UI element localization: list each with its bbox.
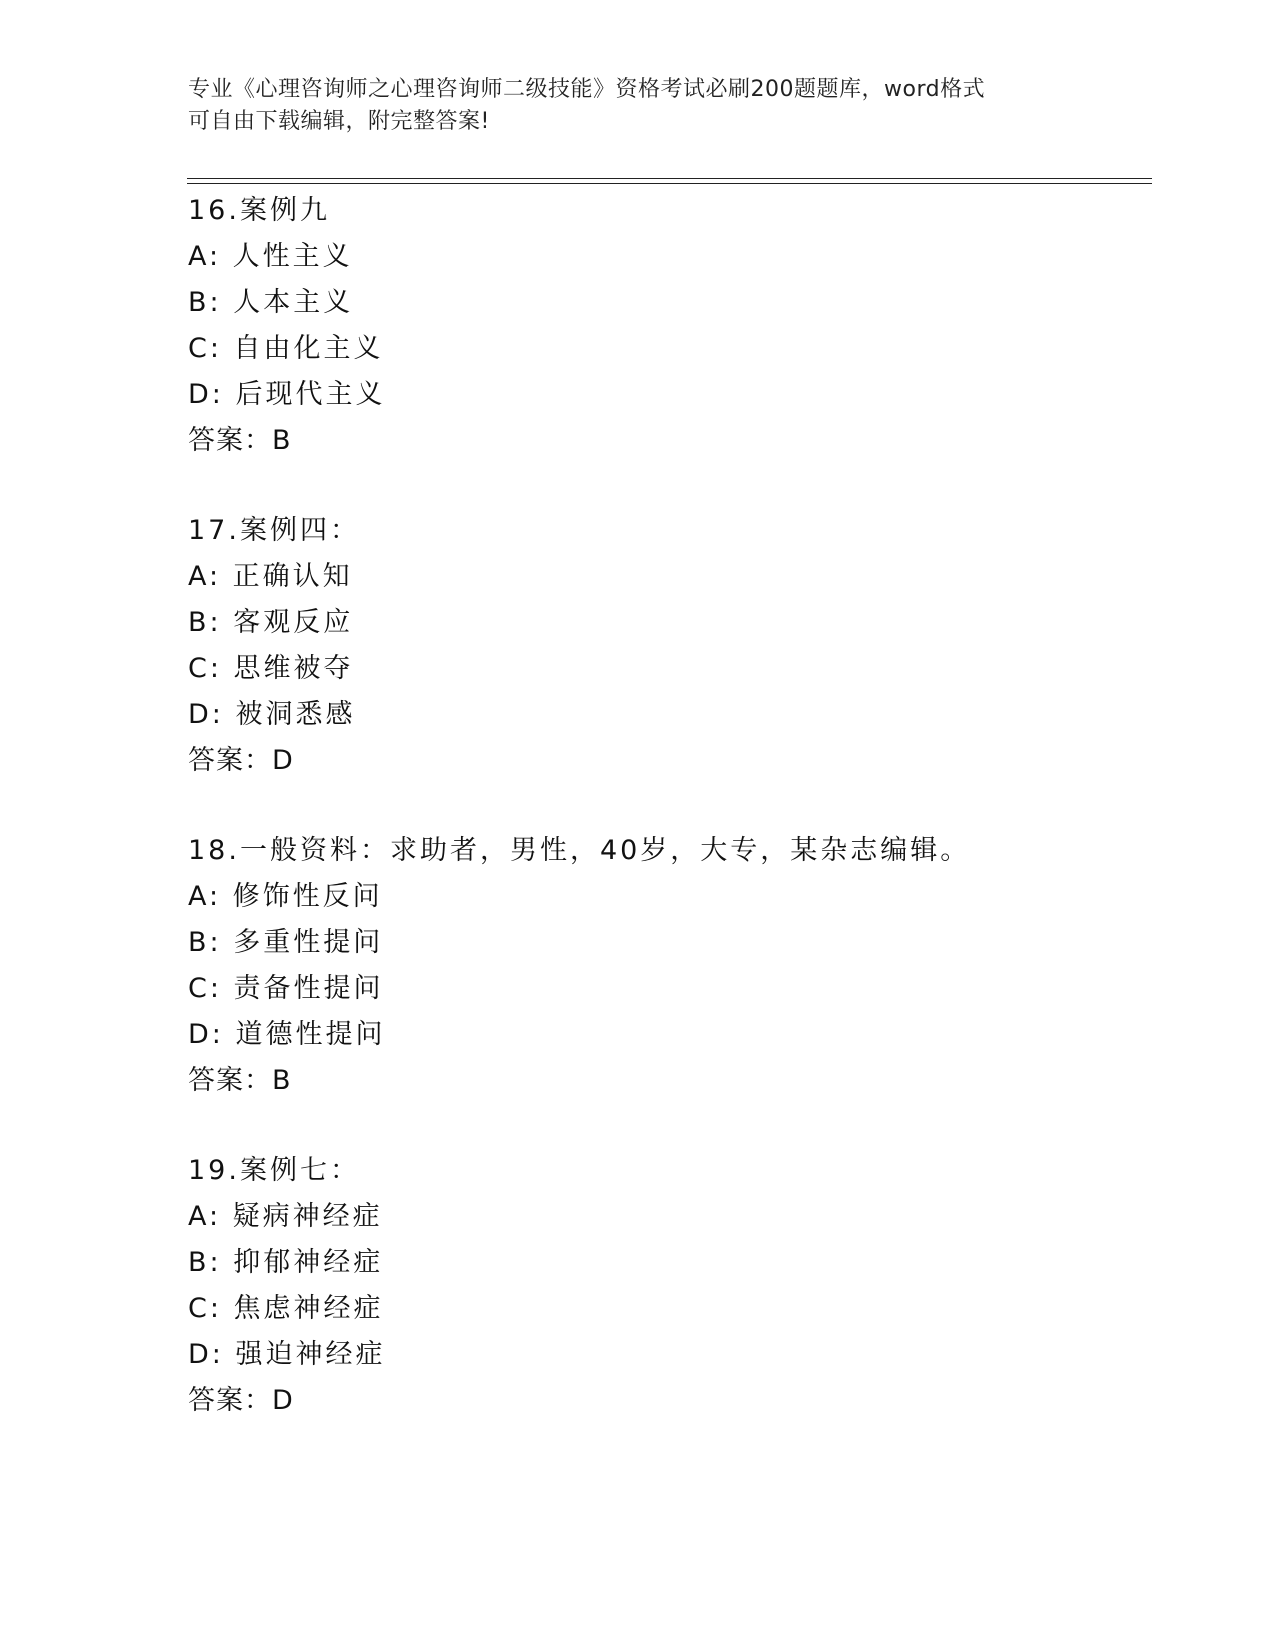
question-16 — [188, 188, 1148, 508]
question-list — [188, 188, 1148, 1468]
option-d: D: 道德性提问 — [188, 1019, 386, 1050]
document-header — [188, 74, 1088, 138]
question-stem: 18.一般资料：求助者，男性，40岁，大专，某杂志编辑。 — [188, 835, 971, 866]
option-c: C: 责备性提问 — [188, 973, 384, 1004]
option-a: A: 正确认知 — [188, 561, 353, 592]
option-a: A: 人性主义 — [188, 241, 353, 272]
question-19 — [188, 1148, 1148, 1468]
header-line-1: 专业《心理咨询师之心理咨询师二级技能》资格考试必刷200题题库，word格式 — [188, 77, 986, 102]
answer: 答案：B — [188, 425, 292, 456]
answer: 答案：D — [188, 745, 294, 776]
question-stem: 17.案例四： — [188, 515, 360, 546]
option-b: B: 人本主义 — [188, 287, 354, 318]
option-c: C: 思维被夺 — [188, 653, 354, 684]
answer: 答案：D — [188, 1385, 294, 1416]
question-17 — [188, 508, 1148, 828]
option-c: C: 焦虑神经症 — [188, 1293, 384, 1324]
question-18 — [188, 828, 1148, 1148]
option-c: C: 自由化主义 — [188, 333, 384, 364]
option-a: A: 疑病神经症 — [188, 1201, 383, 1232]
answer: 答案：B — [188, 1065, 292, 1096]
header-line-2: 可自由下载编辑，附完整答案! — [188, 109, 490, 134]
header-rule-top — [187, 178, 1152, 179]
option-b: B: 多重性提问 — [188, 927, 384, 958]
option-d: D: 被洞悉感 — [188, 699, 356, 730]
question-stem: 19.案例七： — [188, 1155, 360, 1186]
option-b: B: 抑郁神经症 — [188, 1247, 384, 1278]
option-b: B: 客观反应 — [188, 607, 354, 638]
header-rule-bottom — [187, 183, 1152, 184]
option-d: D: 强迫神经症 — [188, 1339, 386, 1370]
question-stem: 16.案例九 — [188, 195, 330, 226]
option-d: D: 后现代主义 — [188, 379, 386, 410]
option-a: A: 修饰性反问 — [188, 881, 383, 912]
